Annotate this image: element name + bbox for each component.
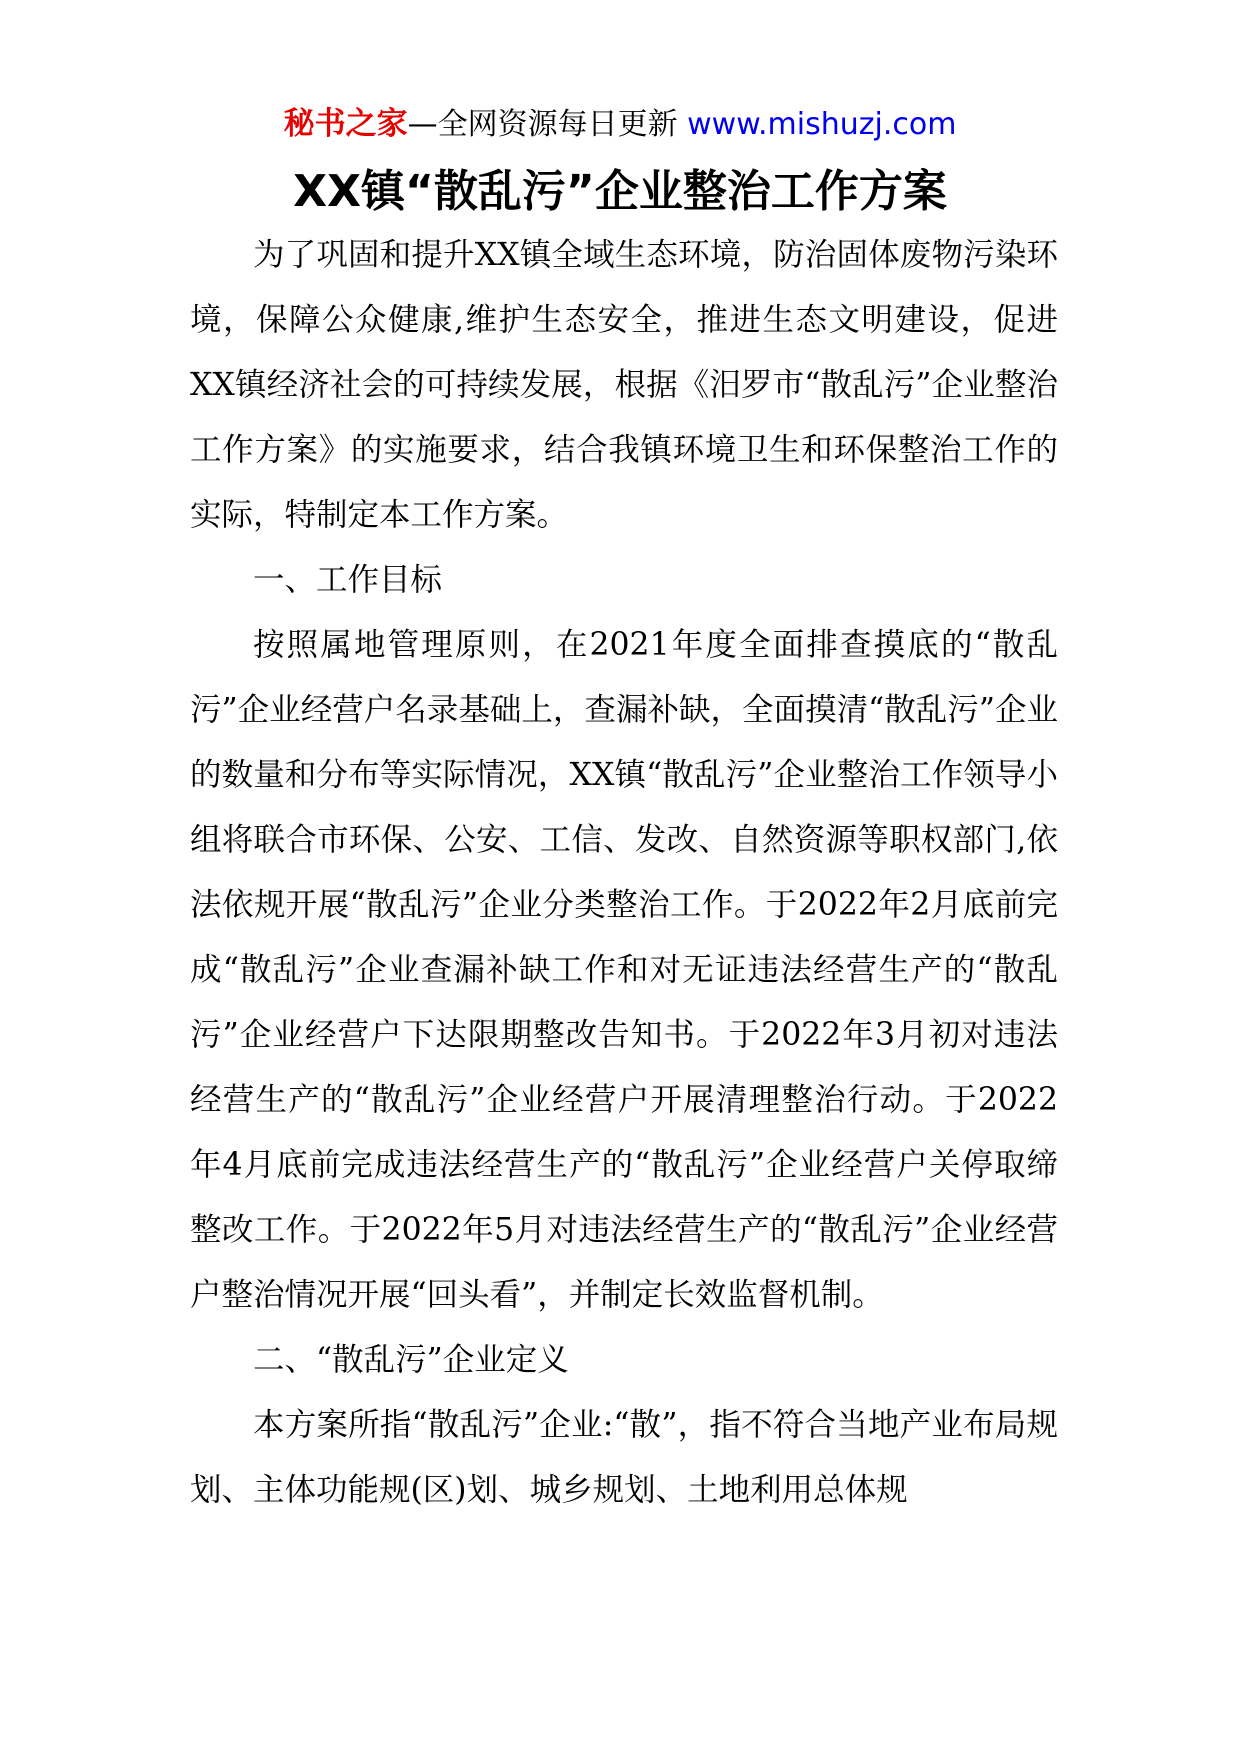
brand-name: 秘书之家 (283, 106, 408, 142)
site-slogan: —全网资源每日更新 (407, 107, 688, 142)
paragraph-goals: 按照属地管理原则，在2021年度全面排查摸底的“散乱污”企业经营户名录基础上，查漏补缺，全面摸清“散乱污”企业的数量和分布等实际情况，XX镇“散乱污”企业整治工作领导小组将联合市环保、公安、工信、发改、自然资源等职权部门,依法依规开展“散乱污”企业分类整治工作。于2022年2月底前完成“散乱污”企业查漏补缺工作和对无证违法经营生产的“散乱污”企业经营户下达限期整改告知书。于2022年3月初对违法经营生产的“散乱污”企业经营户开展清理整治行动。于2022年4月底前完成违法经营生产的“散乱污”企业经营户关停取缔整改工作。于2022年5月对违法经营生产的“散乱污”企业经营户整治情况开展“回头看”，并制定长效监督机制。 (190, 627, 1058, 1313)
document-title: XX镇“散乱污”企业整治工作方案 (293, 166, 947, 217)
paragraph-definition: 本方案所指“散乱污”企业:“散”，指不符合当地产业布局规划、主体功能规(区)划、城乡规划、土地利用总体规 (190, 1407, 1058, 1508)
site-header (0, 104, 1240, 145)
paragraph-intro: 为了巩固和提升XX镇全域生态环境，防治固体废物污染环境，保障公众健康,维护生态安全，推进生态文明建设，促进XX镇经济社会的可持续发展，根据《汨罗市“散乱污”企业整治工作方案》的实施要求，结合我镇环境卫生和环保整治工作的实际，特制定本工作方案。 (190, 237, 1058, 533)
site-url-link[interactable]: www.mishuzj.com (687, 107, 957, 142)
section-heading-definition: 二、“散乱污”企业定义 (253, 1342, 569, 1378)
section-heading-goals: 一、工作目标 (253, 562, 443, 598)
document-body (190, 223, 1058, 1523)
